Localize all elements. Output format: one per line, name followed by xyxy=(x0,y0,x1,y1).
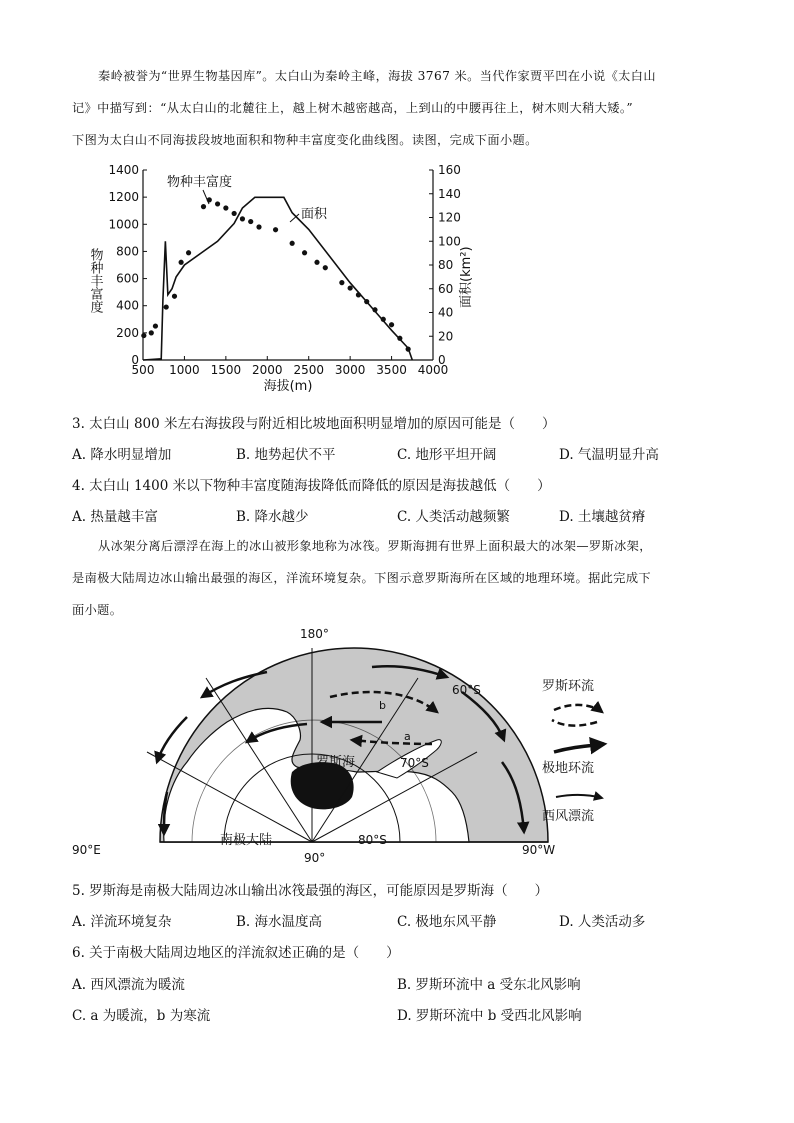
q5-option-a[interactable]: A. 洋流环境复杂 xyxy=(72,914,172,930)
svg-text:西风漂流: 西风漂流 xyxy=(542,809,595,824)
x-tick-label: 2500 xyxy=(293,363,324,377)
species-point xyxy=(406,347,411,352)
q5-option-d[interactable]: D. 人类活动多 xyxy=(559,914,646,930)
species-point xyxy=(348,285,353,290)
passage-2 xyxy=(72,530,722,626)
species-point xyxy=(256,224,261,229)
y-left-tick-label: 0 xyxy=(131,353,139,367)
species-point xyxy=(323,265,328,270)
q5-option-b[interactable]: B. 海水温度高 xyxy=(236,914,323,930)
species-point xyxy=(215,201,220,206)
species-point xyxy=(179,260,184,265)
y-left-tick-label: 600 xyxy=(116,271,139,286)
species-point xyxy=(314,260,319,265)
species-point xyxy=(397,336,402,341)
series-label-species: 物种丰富度 xyxy=(167,175,233,190)
species-point xyxy=(141,333,146,338)
y-right-tick-label: 0 xyxy=(438,353,446,367)
species-point xyxy=(223,205,228,210)
y-right-tick-label: 100 xyxy=(438,234,461,249)
y-left-title: 物种丰富度 xyxy=(87,248,103,313)
x-tick-label: 1000 xyxy=(169,363,200,377)
y-right-tick-label: 160 xyxy=(438,163,461,177)
label-180: 180° xyxy=(300,627,329,641)
label-70s: 70°S xyxy=(400,756,429,770)
species-point xyxy=(172,294,177,299)
x-tick-label: 3000 xyxy=(334,363,366,377)
q5-option-c[interactable]: C. 极地东风平静 xyxy=(397,914,497,930)
y-right-tick-label: 20 xyxy=(438,329,454,344)
species-point xyxy=(248,219,253,224)
question-5: 5. 罗斯海是南极大陆周边冰山输出冰筏最强的海区，可能原因是罗斯海（ ） xyxy=(72,883,549,899)
chart-axes xyxy=(143,170,433,360)
q6-option-b[interactable]: B. 罗斯环流中 a 受东北风影响 xyxy=(397,977,581,993)
q6-option-d[interactable]: D. 罗斯环流中 b 受西北风影响 xyxy=(397,1008,582,1024)
x-tick-label: 500 xyxy=(131,363,155,377)
label-ross-sea: 罗斯海 xyxy=(316,755,356,770)
ross-sea-map xyxy=(72,622,632,862)
x-tick-label: 1500 xyxy=(210,363,242,377)
series-label-area: 面积 xyxy=(301,207,328,222)
x-tick-label: 3500 xyxy=(376,363,407,377)
x-tick-label: 4000 xyxy=(417,363,449,377)
y-right-tick-label: 120 xyxy=(438,210,461,225)
passage-2-line-1: 从冰架分离后漂浮在海上的冰山被形象地称为冰筏。罗斯海拥有世界上面积最大的冰架—罗斯冰架， xyxy=(98,539,652,553)
question-6: 6. 关于南极大陆周边地区的洋流叙述正确的是（ ） xyxy=(72,945,400,961)
q6-option-c[interactable]: C. a 为暖流，b 为寒流 xyxy=(72,1008,211,1024)
passage-1-line-1: 秦岭被誉为“世界生物基因库”。太白山为秦岭主峰，海拔 3767 米。当代作家贾平凹在小说《太白山 xyxy=(98,69,656,83)
label-b: b xyxy=(379,699,386,712)
passage-2-line-3: 面小题。 xyxy=(72,603,123,617)
passage-1-line-2: 记》中描写到：“从太白山的北麓往上，越上树木越密越高，上到山的中腰再往上，树木则大稍大矮。” xyxy=(72,101,634,115)
species-point xyxy=(232,211,237,216)
q4-option-a[interactable]: A. 热量越丰富 xyxy=(72,509,158,525)
y-right-tick-label: 80 xyxy=(438,258,454,272)
species-point xyxy=(240,216,245,221)
y-right-tick-label: 140 xyxy=(438,186,461,201)
species-point xyxy=(389,322,394,327)
species-point xyxy=(186,250,191,255)
species-point xyxy=(381,317,386,322)
passage-1 xyxy=(72,60,722,156)
q3-option-c[interactable]: C. 地形平坦开阔 xyxy=(397,447,497,463)
question-4: 4. 太白山 1400 米以下物种丰富度随海拔降低而降低的原因是海拔越低（ ） xyxy=(72,478,551,494)
species-point xyxy=(164,304,169,309)
species-point xyxy=(201,204,206,209)
x-axis-title: 海拔(m) xyxy=(263,379,313,394)
y-left-tick-label: 1400 xyxy=(108,163,139,177)
q4-option-c[interactable]: C. 人类活动越频繁 xyxy=(397,509,510,525)
question-3: 3. 太白山 800 米左右海拔段与附近相比坡地面积明显增加的原因可能是（ ） xyxy=(72,416,556,432)
species-point xyxy=(302,250,307,255)
q3-option-a[interactable]: A. 降水明显增加 xyxy=(72,447,172,463)
species-series xyxy=(141,197,411,351)
q3-option-d[interactable]: D. 气温明显升高 xyxy=(559,447,659,463)
species-point xyxy=(356,292,361,297)
passage-2-line-2: 是南极大陆周边冰山输出最强的海区，洋流环境复杂。下图示意罗斯海所在区域的地理环境。据此完成下 xyxy=(72,571,652,585)
q4-option-d[interactable]: D. 土壤越贫瘠 xyxy=(559,509,646,525)
species-point xyxy=(364,299,369,304)
x-tick-label: 2000 xyxy=(252,363,283,377)
svg-text:极地环流: 极地环流 xyxy=(542,761,595,776)
label-a: a xyxy=(404,730,411,743)
label-90e: 90°E xyxy=(72,843,101,857)
svg-text:罗斯环流: 罗斯环流 xyxy=(542,679,595,694)
species-point xyxy=(149,330,154,335)
y-left-tick-label: 1200 xyxy=(108,190,139,205)
map-legend xyxy=(542,678,604,824)
area-line xyxy=(143,197,412,360)
species-point xyxy=(290,241,295,246)
y-right-tick-label: 40 xyxy=(438,305,454,320)
q4-option-b[interactable]: B. 降水越少 xyxy=(236,509,309,525)
q6-option-a[interactable]: A. 西风漂流为暖流 xyxy=(72,977,185,993)
altitude-chart xyxy=(85,158,485,403)
y-left-tick-label: 200 xyxy=(116,325,139,340)
label-90w: 90°W xyxy=(522,843,556,857)
passage-1-line-3: 下图为太白山不同海拔段坡地面积和物种丰富度变化曲线图。读图，完成下面小题。 xyxy=(72,133,538,147)
label-antarctica: 南极大陆 xyxy=(220,833,273,848)
species-point xyxy=(339,280,344,285)
series-pointer-species xyxy=(203,190,209,204)
species-point xyxy=(372,307,377,312)
label-90: 90° xyxy=(304,851,326,862)
y-right-tick-label: 60 xyxy=(438,281,454,296)
q3-option-b[interactable]: B. 地势起伏不平 xyxy=(236,447,336,463)
area-series xyxy=(143,197,412,360)
y-right-title: 面积(km²) xyxy=(459,246,474,308)
y-left-tick-label: 1000 xyxy=(108,217,139,232)
species-point xyxy=(273,227,278,232)
species-point xyxy=(153,323,158,328)
y-left-tick-label: 400 xyxy=(116,298,139,313)
label-80s: 80°S xyxy=(358,833,387,847)
label-60s: 60°S xyxy=(452,683,481,697)
y-left-tick-label: 800 xyxy=(116,244,139,259)
